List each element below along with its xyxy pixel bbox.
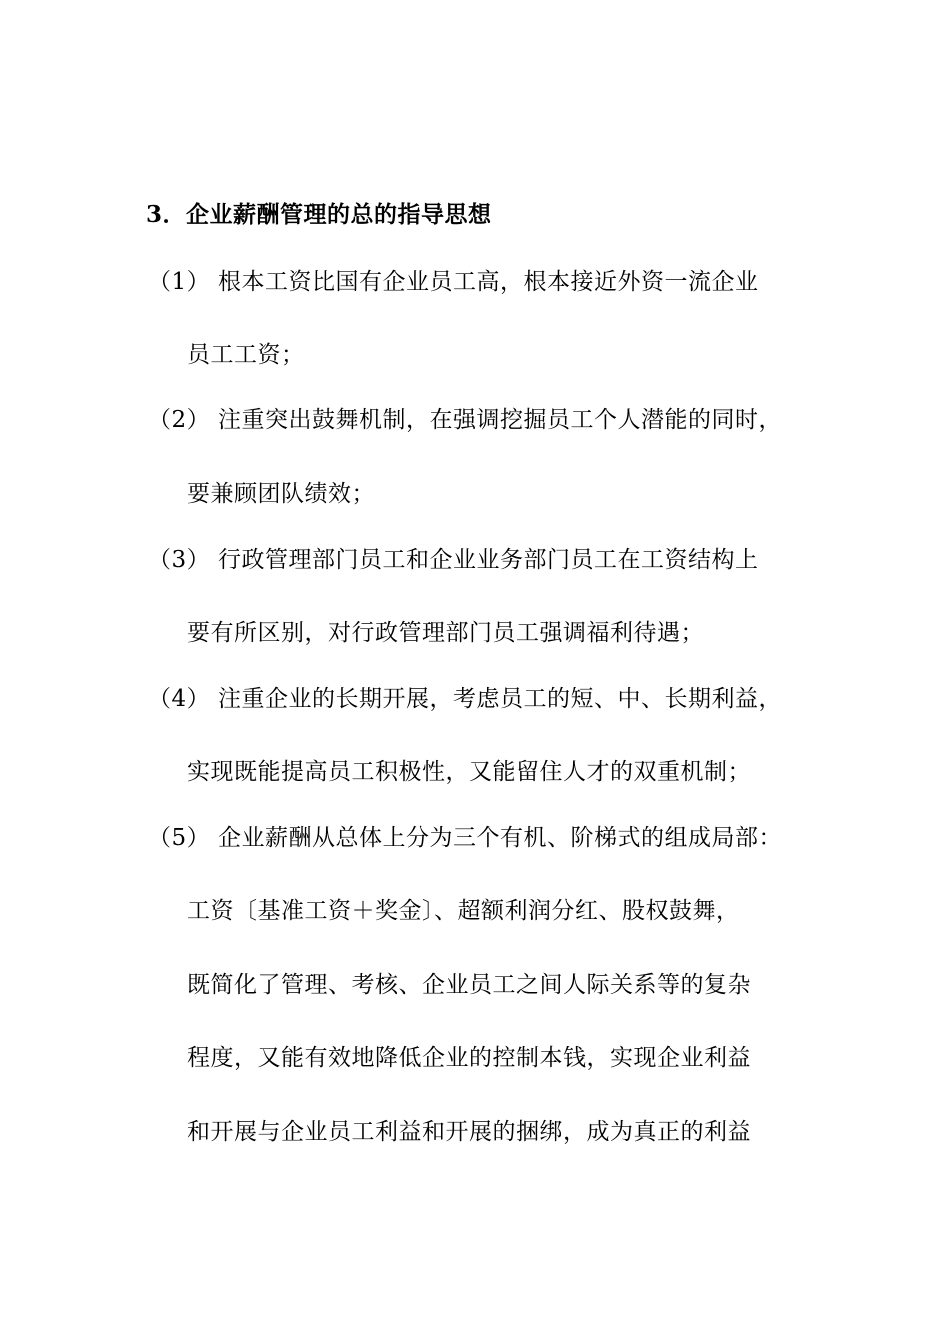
item-2-line-1: （2） 注重突出鼓舞机制，在强调挖掘员工个人潜能的同时， xyxy=(148,407,782,433)
item-4-line-2: 实现既能提高员工积极性，又能留住人才的双重机制； xyxy=(187,759,751,785)
item-5-line-1: （5） 企业薪酬从总体上分为三个有机、阶梯式的组成局部： xyxy=(148,825,782,851)
item-5-line-5: 和开展与企业员工利益和开展的捆绑，成为真正的利益 xyxy=(187,1119,751,1145)
item-3-line-1: （3） 行政管理部门员工和企业业务部门员工在工资结构上 xyxy=(148,547,759,573)
section-heading: 3．企业薪酬管理的总的指导思想 xyxy=(146,201,492,228)
item-4-line-1: （4） 注重企业的长期开展，考虑员工的短、中、长期利益， xyxy=(148,686,782,712)
item-5-line-4: 程度，又能有效地降低企业的控制本钱，实现企业利益 xyxy=(187,1045,751,1071)
item-5-line-2: 工资〔基准工资＋奖金〕、超额利润分红、股权鼓舞， xyxy=(187,898,740,924)
item-2-line-2: 要兼顾团队绩效； xyxy=(187,481,375,507)
item-5-line-3: 既简化了管理、考核、企业员工之间人际关系等的复杂 xyxy=(187,972,751,998)
item-1-line-1: （1） 根本工资比国有企业员工高，根本接近外资一流企业 xyxy=(148,269,759,295)
item-1-line-2: 员工工资； xyxy=(187,342,305,368)
item-3-line-2: 要有所区别，对行政管理部门员工强调福利待遇； xyxy=(187,620,704,646)
